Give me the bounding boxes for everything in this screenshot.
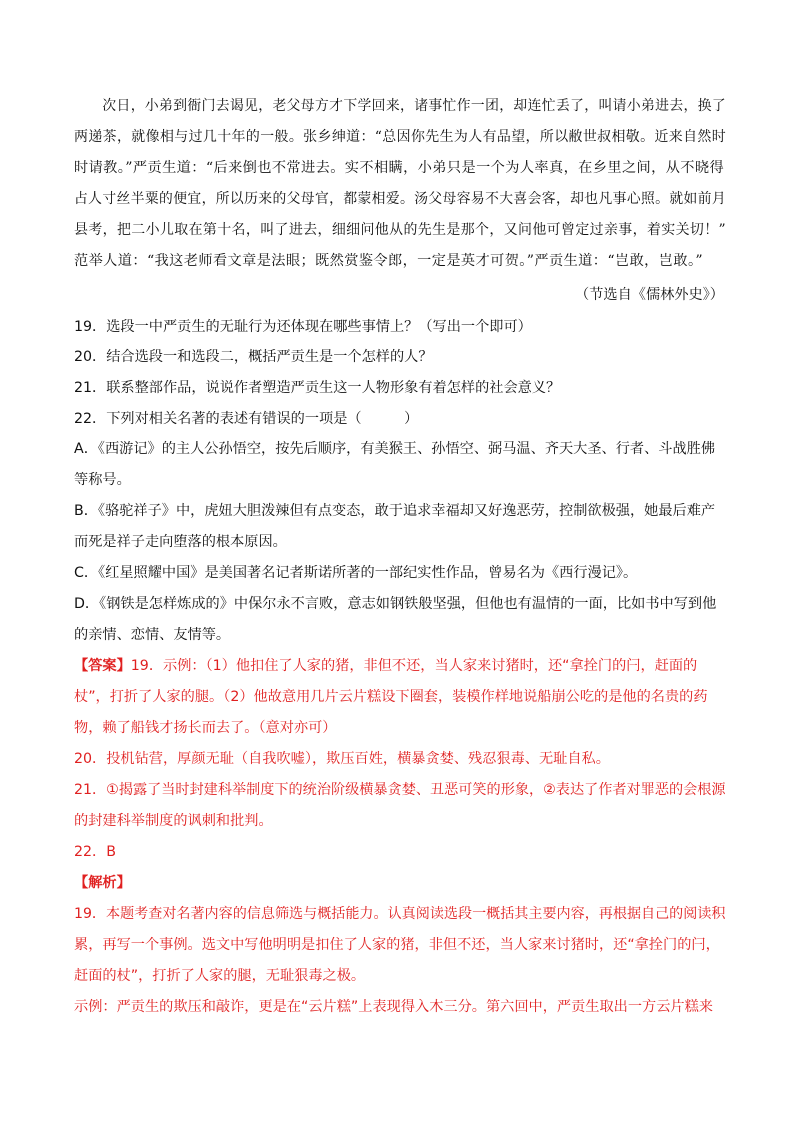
answer-19-text: 19．示例：（1）他扣住了人家的猪，非但不还，当人家来讨猪时，还“拿拴门的闩，赶面的 xyxy=(130,658,698,674)
passage-line: 次日，小弟到衙门去谒见，老父母方才下学回来，诸事忙作一团，却连忙丢了，叫请小弟进去，换了 xyxy=(74,98,727,114)
answer-21-line: 的封建科举制度的讽刺和批判。 xyxy=(74,813,273,829)
analysis-line: 赶面的杖”，打折了人家的腿，无耻狠毒之极。 xyxy=(74,968,366,984)
option-a-cont: 等称号。 xyxy=(74,472,131,488)
question-19: 19．选段一中严贡生的无耻行为还体现在哪些事情上？（写出一个即可） xyxy=(74,319,532,335)
answer-22: 22．B xyxy=(74,844,116,860)
option-d: D．《钢铁是怎样炼成的》中保尔永不言败，意志如钢铁般坚强，但他也有温情的一面，比如书中写到他 xyxy=(74,596,717,612)
passage-line: 时请教。”严贡生道：“后来倒也不常进去。实不相瞒，小弟只是一个为人率真，在乡里之间，从不晓得 xyxy=(74,160,725,176)
option-d-cont: 的亲情、恋情、友情等。 xyxy=(74,627,231,643)
analysis-line: 累，再写一个事例。选文中写他明明是扣住了人家的猪，非但不还，当人家来讨猪时，还“拿拴门的闩， xyxy=(74,937,720,953)
passage-line: 两递茶，就像相与过几十年的一般。张乡绅道：“总因你先生为人有品望，所以敝世叔相敬。近来自然时 xyxy=(74,129,727,145)
answer-19-line xyxy=(74,657,697,675)
answer-19-line: 物，赖了船钱才扬长而去了。（意对亦可） xyxy=(74,720,337,736)
question-22: 22．下列对相关名著的表述有错误的一项是（ ） xyxy=(74,411,419,427)
passage-source: （节选自《儒林外史》） xyxy=(575,287,724,303)
question-20: 20．结合选段一和选段二，概括严贡生是一个怎样的人？ xyxy=(74,349,433,365)
answer-21-line: 21．①揭露了当时封建科举制度下的统治阶级横暴贪婪、丑恶可笑的形象，②表达了作者对罪恶的会根源 xyxy=(74,782,726,798)
analysis-line: 示例：严贡生的欺压和敲诈，更是在“云片糕”上表现得入木三分。第六回中，严贡生取出一方云片糕来 xyxy=(74,999,713,1015)
passage-line: 县考，把二小儿取在第十名，叫了进去，细细问他从的先生是那个，又问他可曾定过亲事，着实关切！” xyxy=(74,222,727,238)
answer-tag: 【答案】 xyxy=(74,658,131,674)
passage-line: 范举人道：“我这老师看文章是法眼；既然赏鉴令郎，一定是英才可贺。”严贡生道：“岂敢，岂敢。” xyxy=(74,253,704,269)
analysis-tag: 【解析】 xyxy=(74,875,131,891)
option-a: A．《西游记》的主人公孙悟空，按先后顺序，有美猴王、孙悟空、弼马温、齐天大圣、行者、斗战胜佛 xyxy=(74,441,716,457)
answer-20: 20．投机钻营，厚颜无耻（自我吹嘘），欺压百姓，横暴贪婪、残忍狠毒、无耻自私。 xyxy=(74,751,610,767)
answer-19-line: 杖”，打折了人家的腿。（2）他故意用几片云片糕设下圈套，装模作样地说船崩公吃的是他的名贵的药 xyxy=(74,689,708,705)
analysis-line: 19．本题考查对名著内容的信息筛选与概括能力。认真阅读选段一概括其主要内容，再根据自己的阅读积 xyxy=(74,906,726,922)
option-c: C．《红星照耀中国》是美国著名记者斯诺所著的一部纪实性作品，曾易名为《西行漫记》。 xyxy=(74,565,638,581)
passage-line: 占人寸丝半粟的便宜，所以历来的父母官，都蒙相爱。汤父母容易不大喜会客，却也凡事心照。就如前月 xyxy=(74,191,727,207)
option-b: B．《骆驼祥子》中，虎妞大胆泼辣但有点变态，敢于追求幸福却又好逸恶劳，控制欲极强，她最后难产 xyxy=(74,503,716,519)
option-b-cont: 而死是祥子走向堕落的根本原因。 xyxy=(74,534,287,550)
question-21: 21．联系整部作品，说说作者塑造严贡生这一人物形象有着怎样的社会意义？ xyxy=(74,380,561,396)
